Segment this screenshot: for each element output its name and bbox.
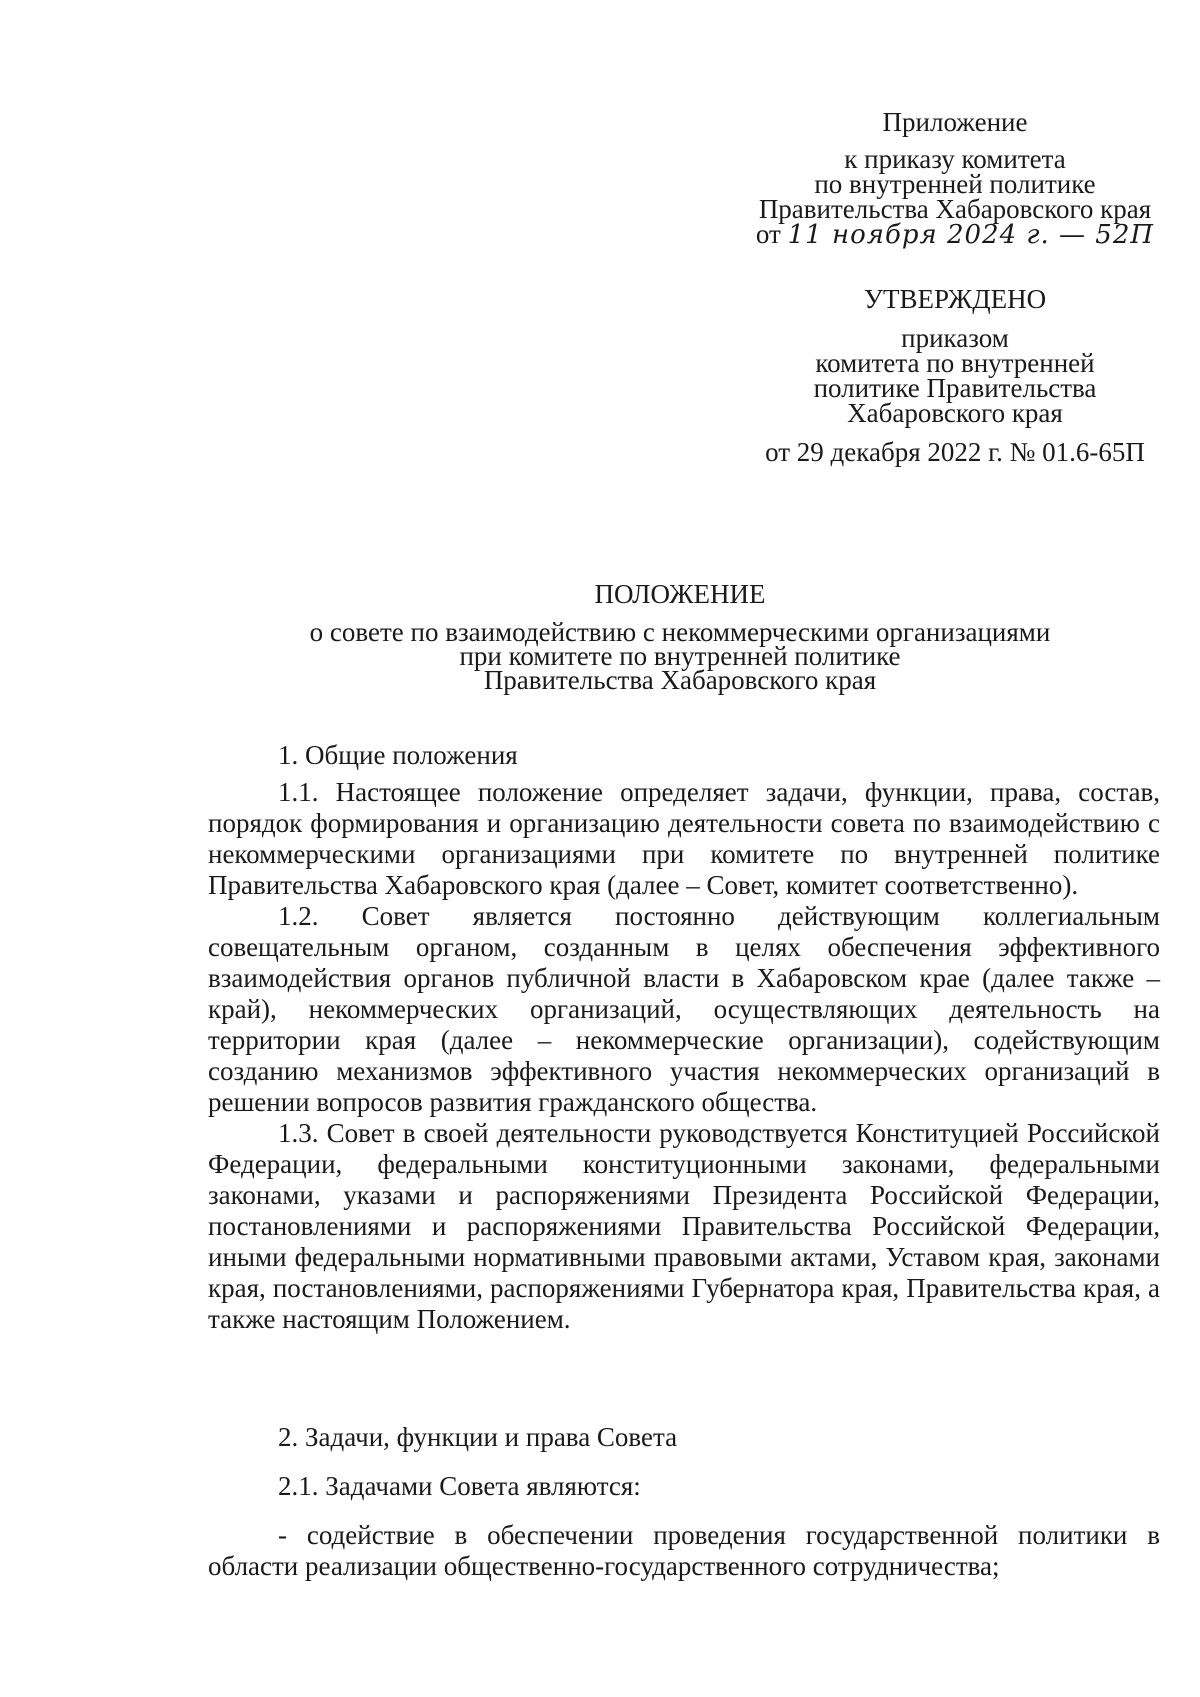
appendix-line: к приказу комитета <box>844 144 1066 174</box>
paragraph-1-2: 1.2. Совет является постоянно действующим коллегиальным совещательным органом, созданным в целях обеспечения эффективного взаимодействия органов публичной власти в Хабаровском крае (далее также – край), некоммерческих организаций, осуществляющих деятельность на территории края (далее – некоммерческие организации), содействующим созданию механизмов эффективного участия некоммерческих организаций в решении вопросов развития гражданского общества. <box>208 901 1160 1117</box>
document-subtitle-line: Правительства Хабаровского края <box>483 665 877 695</box>
section-tasks-functions <box>208 1422 1160 1582</box>
section-heading: 2. Задачи, функции и права Совета <box>278 1422 678 1452</box>
appendix-block <box>720 107 1190 250</box>
section-general-provisions <box>208 740 1160 1335</box>
sub-heading-2-1: 2.1. Задачами Совета являются: <box>278 1471 641 1501</box>
approval-line: Хабаровского края <box>847 398 1063 428</box>
document-subtitle-line: при комитете по внутренней политике <box>459 641 901 671</box>
approval-date: от 29 декабря 2022 г. № 01.6-65П <box>765 437 1145 467</box>
document-title-block <box>200 579 1160 695</box>
appendix-date-prefix: от <box>755 219 781 249</box>
list-item: - содействие в обеспечении проведения государственной политики в области реализации общественно-государственного сотрудничества; <box>208 1520 1160 1581</box>
appendix-title: Приложение <box>882 107 1028 137</box>
document-title: ПОЛОЖЕНИЕ <box>594 579 766 609</box>
paragraph-1-1: 1.1. Настоящее положение определяет задачи, функции, права, состав, порядок формирования и организацию деятельности совета по взаимодействию с некоммерческими организациями при комитете по внутренней политике Правительства Хабаровского края (далее – Совет, комитет соответственно). <box>208 777 1160 900</box>
approval-line: приказом <box>901 323 1009 353</box>
paragraph-1-3: 1.3. Совет в своей деятельности руководствуется Конституцией Российской Федерации, федеральными конституционными законами, федеральными законами, указами и распоряжениями Президента Российской Федерации, постановлениями и распоряжениями Правительства Российской Федерации, иными федеральными нормативными правовыми актами, Уставом края, законами края, постановлениями, распоряжениями Губернатора края, Правительства края, а также настоящим Положением. <box>208 1118 1160 1334</box>
approval-line: политике Правительства <box>813 373 1097 403</box>
handwritten-date: 11 ноября 2024 г. — 52П <box>787 220 1155 250</box>
section-heading: 1. Общие положения <box>278 740 518 770</box>
approval-line: комитета по внутренней <box>815 348 1095 378</box>
approval-title: УТВЕРЖДЕНО <box>863 284 1047 314</box>
appendix-date-line <box>720 219 1190 250</box>
appendix-line: Правительства Хабаровского края <box>758 194 1152 224</box>
document-subtitle-line: о совете по взаимодействию с некоммерческими организациями <box>309 617 1051 647</box>
appendix-line: по внутренней политике <box>814 169 1096 199</box>
approval-block <box>720 284 1190 467</box>
